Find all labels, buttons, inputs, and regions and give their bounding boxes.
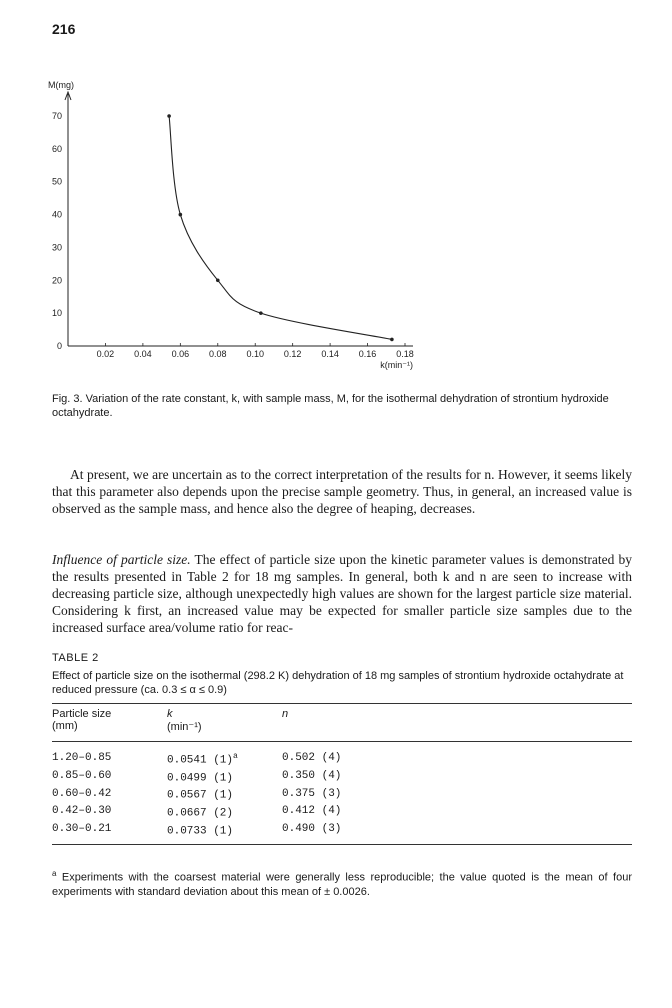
x-tick-label: 0.08: [209, 349, 227, 359]
x-tick-label: 0.12: [283, 349, 302, 359]
data-point: [390, 338, 394, 342]
x-tick-label: 0.06: [171, 349, 190, 359]
cell-particle-size: 0.30–0.21: [52, 822, 112, 835]
x-tick-label: 0.14: [321, 349, 339, 359]
cell-particle-size: 0.60–0.42: [52, 787, 112, 800]
cell-particle-size: 0.85–0.60: [52, 769, 112, 782]
y-tick-label: 30: [51, 242, 62, 253]
data-point: [167, 114, 171, 118]
paragraph-particle-size: [52, 551, 632, 636]
y-tick-labels: [52, 111, 62, 351]
figure-3-chart: [30, 70, 470, 375]
cell-particle-size: 0.42–0.30: [52, 805, 112, 818]
table-label: TABLE 2: [52, 652, 99, 664]
table-header-row: [52, 704, 632, 742]
paragraph-present: At present, we are uncertain as to the correct interpretation of the results for n. However, it seems likely that this parameter also depends upon the precise sample geometry. Thus, in general, an increased value is observed as the sample mass, and hence also the degree of heaping, decreases.: [52, 466, 632, 516]
x-tick-label: 0.04: [134, 349, 152, 359]
data-table: [52, 703, 632, 845]
y-tick-label: 40: [51, 209, 62, 220]
footnote-mark: a: [52, 869, 57, 878]
table-row: [52, 821, 632, 845]
x-tick-label: 0.18: [396, 349, 414, 359]
footnote-marker: a: [233, 752, 238, 761]
cell-n: 0.490 (3): [282, 822, 342, 835]
table-row: [52, 742, 632, 768]
data-point: [259, 311, 263, 315]
data-point: [179, 213, 183, 217]
figure-caption: Fig. 3. Variation of the rate constant, k, with sample mass, M, for the isothermal dehydration of strontium hydroxide octahydrate.: [52, 393, 609, 419]
table-row: [52, 785, 632, 803]
x-tick-label: 0.10: [246, 349, 264, 359]
cell-n: 0.412 (4): [282, 805, 342, 818]
chart-series: [167, 114, 393, 341]
cell-k: 0.0541 $(1)^a$: [167, 752, 238, 767]
y-tick-label: 50: [51, 176, 62, 187]
header-n: n: [282, 708, 289, 720]
paragraph-body: The effect of particle size upon the kinetic parameter values is demonstrated by the results presented in Table 2 for 18 mg samples. In general, both k and n are seen to increase with decreasing particle size, although unexpectedly high values are shown for the largest particle size material. Considering k first, an increased value may be expected for smaller particle size samples due to the increased surface area/volume ratio for reac-: [52, 551, 632, 635]
page-number: 216: [52, 21, 76, 37]
table-footnote: $^a$ Experiments with the coarsest material were generally less reproducible; the value quoted is the mean of four experiments with standard deviation about this mean of ± 0.0026.: [52, 869, 632, 898]
y-tick-label: 0: [56, 341, 62, 351]
x-axis-label: k(min⁻¹): [380, 360, 413, 370]
cell-k: 0.0733 (1): [167, 825, 234, 838]
y-tick-label: 60: [51, 143, 62, 154]
table-row: [52, 768, 632, 786]
cell-particle-size: 1.20–0.85: [52, 752, 112, 765]
y-tick-label: 70: [51, 111, 62, 121]
cell-k: 0.0499 (1): [167, 772, 234, 785]
chart-axes: [65, 92, 413, 346]
x-tick-labels: [97, 343, 414, 359]
data-point: [216, 278, 220, 282]
table-title: Effect of particle size on the isothermal (298.2 K) dehydration of 18 mg samples of strontium hydroxide octahydrate at reduced pressure (ca. 0.3 ≤ α ≤ 0.9): [52, 670, 624, 696]
x-tick-label: 0.02: [96, 349, 115, 359]
cell-n: 0.502 (4): [282, 752, 342, 765]
cell-k: 0.0567 (1): [167, 789, 234, 802]
series-line: [169, 116, 392, 339]
cell-n: 0.375 (3): [282, 787, 342, 800]
header-k: k (min⁻¹): [167, 708, 202, 733]
header-particle-size: Particle size (mm): [52, 708, 112, 732]
y-tick-label: 10: [51, 308, 62, 319]
y-axis-label: M(mg): [48, 80, 74, 90]
section-heading: Influence of particle size.: [52, 551, 191, 567]
cell-n: 0.350 (4): [282, 769, 342, 782]
table-row: [52, 803, 632, 821]
y-tick-label: 20: [51, 275, 62, 286]
cell-k: 0.0667 (2): [167, 807, 234, 820]
x-tick-label: 0.16: [358, 349, 377, 359]
